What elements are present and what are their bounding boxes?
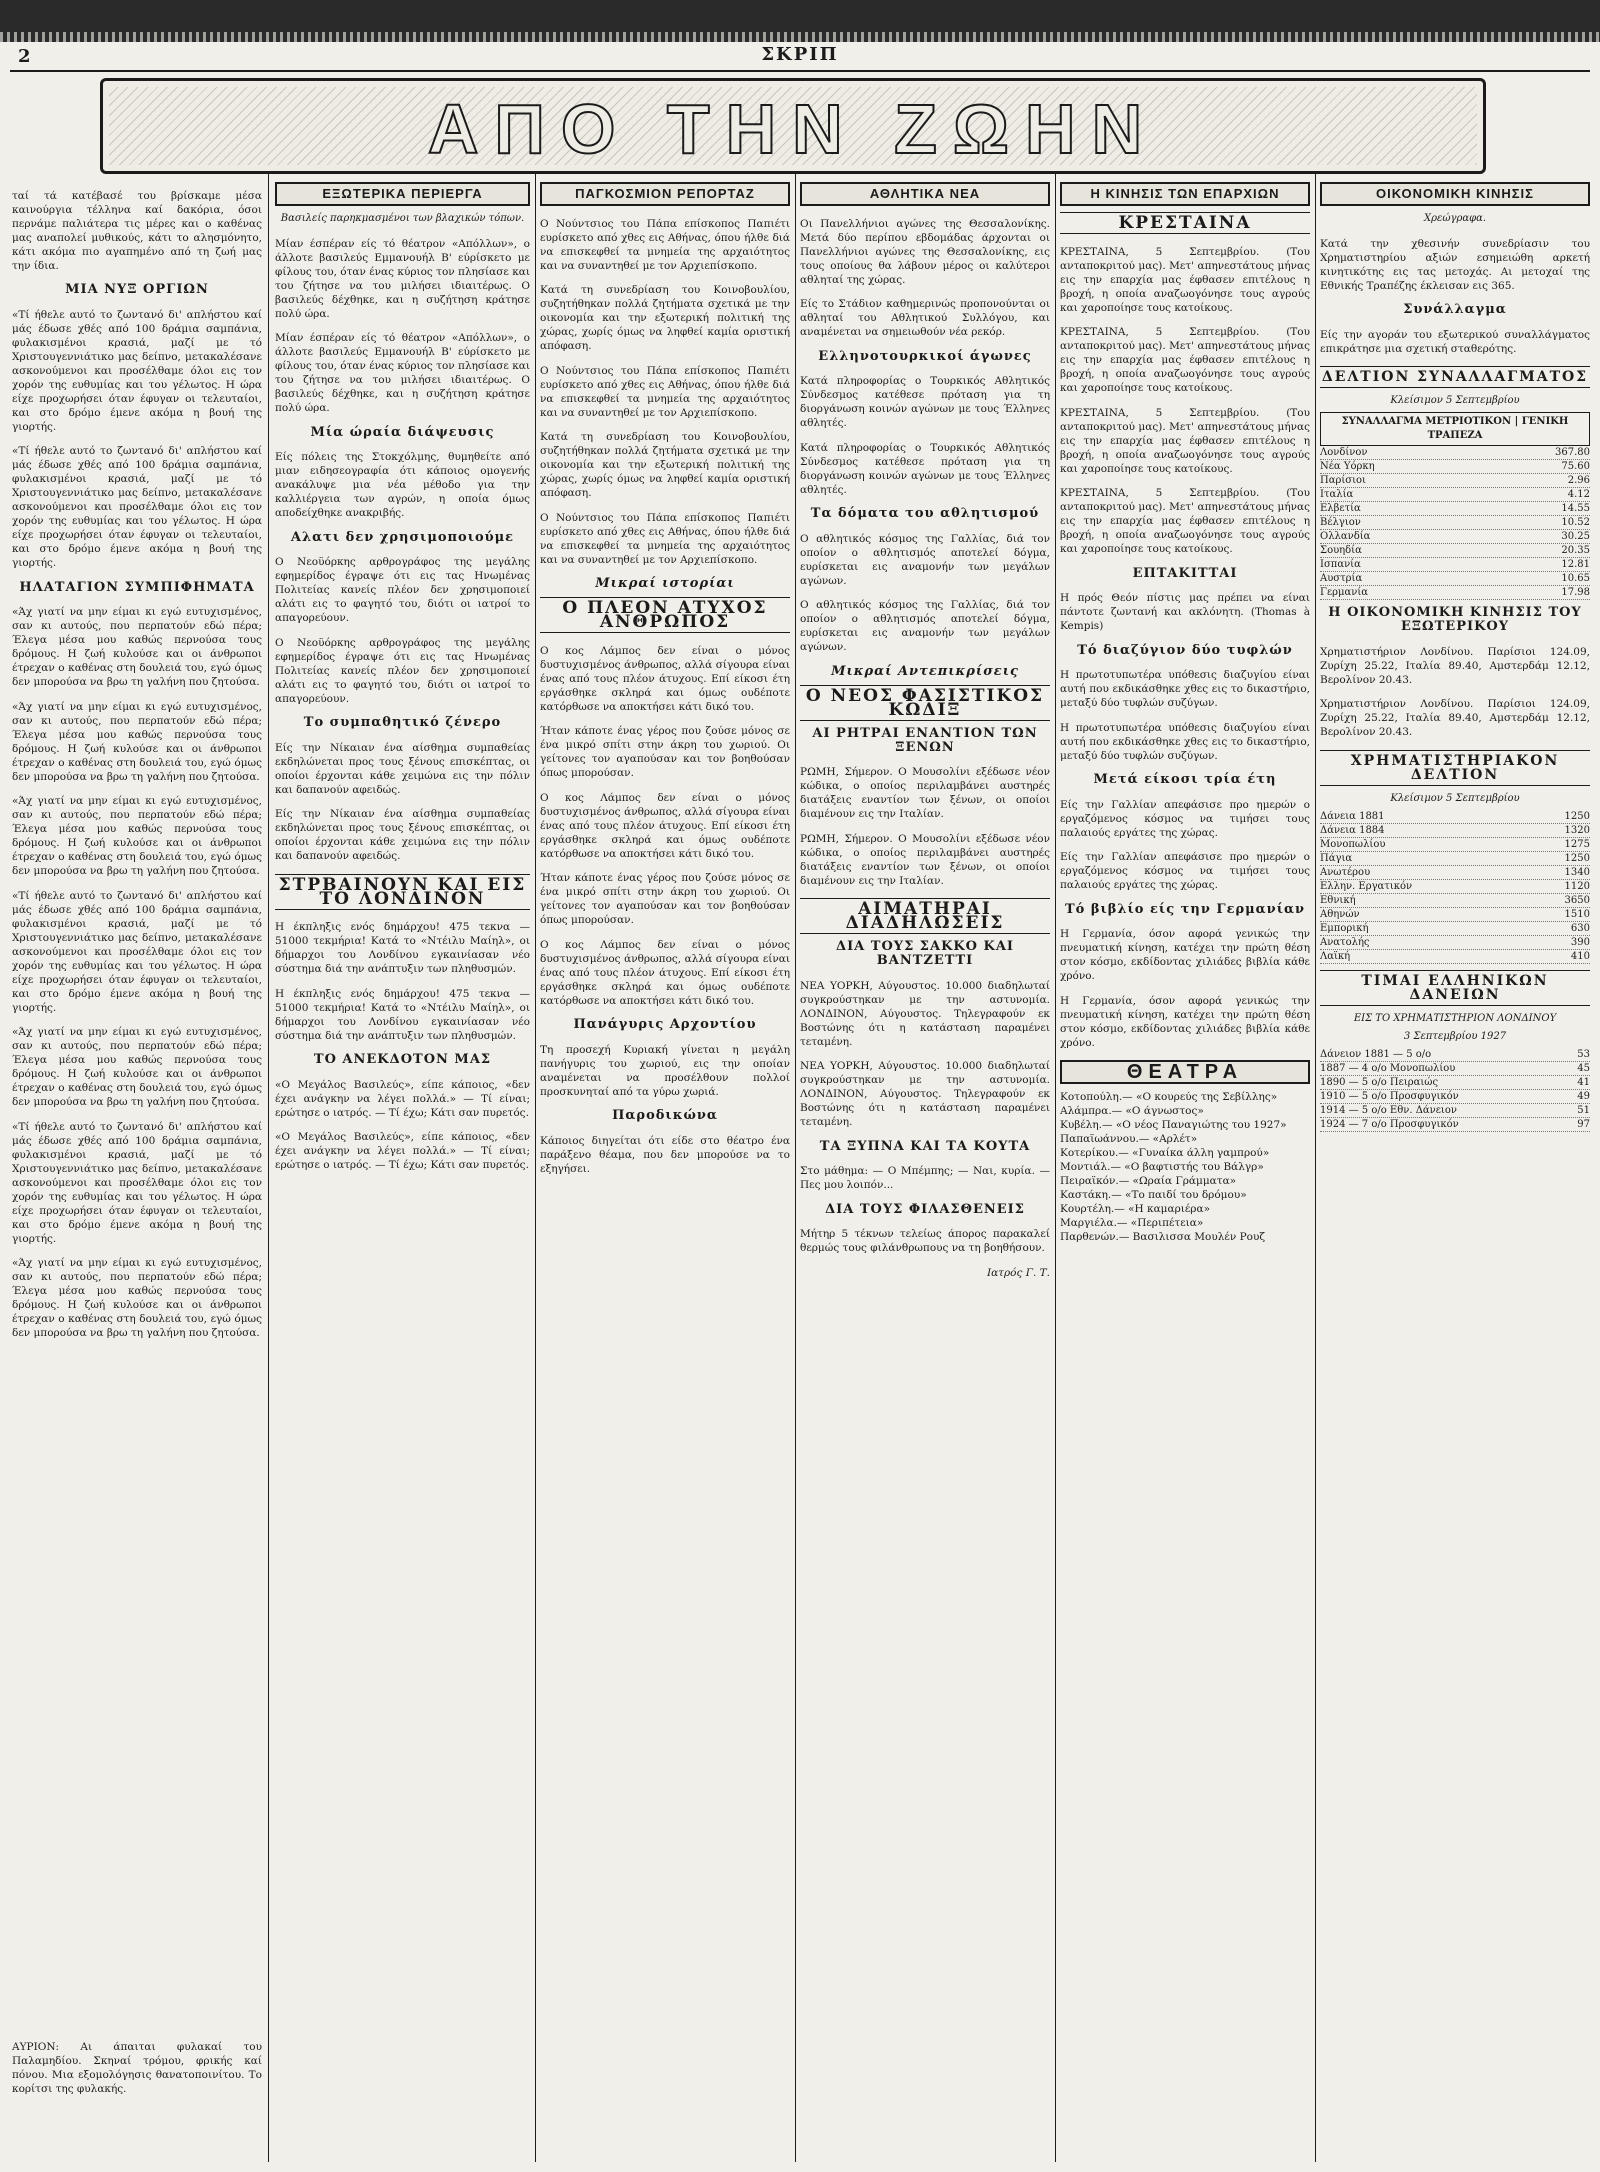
headline: ΧΡΗΜΑΤΙΣΤΗΡΙΑΚΟΝ ΔΕΛΤΙΟΝ (1320, 750, 1590, 786)
table-cell: Αυστρία (1320, 573, 1363, 584)
table-row (1320, 544, 1590, 558)
paragraph: Κατά την χθεσινήν συνεδρίασιν του Χρηματιστηρίου αξιών εσημειώθη αρκετή κινητικότης εις τας μετοχάς. Αι μετοχαί της Εθνικής Τραπέζης έκλεισαν εις 365. (1320, 237, 1590, 292)
signature: Ιατρός Γ. Τ. (986, 1266, 1050, 1279)
paragraph: Ο αθλητικός κόσμος της Γαλλίας, διά τον οποίον ο αθλητισμός αποτελεί δόγμα, ευρίσκεται εις αναμονήν των μεγάλων αγώνων. (800, 599, 1050, 653)
headline: ΤΟ ΑΝΕΚΔΟΤΟΝ ΜΑΣ (313, 1052, 492, 1067)
banner-title: ΑΠΟ ΤΗΝ ΖΩΗΝ (427, 90, 1159, 168)
paragraph: Η πρωτοτυπωτέρα υπόθεσις διαζυγίου είναι αυτή που εκδικάσθηκε χθες εις το δικαστήριο, μεταξύ δύο τυφλών συζύγων. (1060, 721, 1310, 762)
headline: ΑΙΜΑΤΗΡΑΙ ΔΙΑΔΗΛΩΣΕΙΣ (800, 898, 1050, 934)
paragraph: ΚΡΕΣΤΑΙΝΑ, 5 Σεπτεμβρίου. (Του ανταποκριτού μας). Μετ' απηνεστάτους μήνας εις την επαρχία μας έφθασεν επιτέλους η βροχή, η οποία αναζωογόνησε τους αγρούς και χαροποίησε τους κατοίκους. (1060, 406, 1310, 475)
table-cell: 12.81 (1561, 559, 1590, 570)
table-row (1320, 838, 1590, 852)
date-line: 3 Σεπτεμβρίου 1927 (1403, 1030, 1507, 1042)
headline: ΔΙΑ ΤΟΥΣ ΦΙΛΑΣΘΕΝΕΙΣ (825, 1201, 1025, 1217)
table-cell: 1924 — 7 ο/ο Προσφυγικόν (1320, 1118, 1459, 1130)
list-item: Κουρτέλη.— «Η καμαριέρα» (1060, 1203, 1210, 1215)
table-cell: 3650 (1564, 894, 1590, 906)
table-cell: Ιταλία (1320, 489, 1354, 500)
subheading: Κλείσιμον 5 Σεπτεμβρίου (1390, 792, 1520, 804)
paragraph: Είς πόλεις της Στοκχόλμης, θυμηθείτε από μιαν ειδησεογραφία ότι κάποιος ομογενής ανακάλυψε μια νέα μέθοδο για την καλλιέργεια των αγρών, η οποία όμως αποδείχθηκε ανακριβής. (275, 451, 530, 519)
paragraph: ΚΡΕΣΤΑΙΝΑ, 5 Σεπτεμβρίου. (Του ανταποκριτού μας). Μετ' απηνεστάτους μήνας εις την επαρχία μας έφθασεν επιτέλους η βροχή, η οποία αναζωογόνησε τους αγρούς και χαροποίησε τους κατοίκους. (1060, 487, 1310, 555)
table-cell: 10.52 (1561, 517, 1590, 528)
table-cell: Δάνειον 1881 — 5 ο/ο (1320, 1048, 1432, 1060)
list-item: Καστάκη.— «Το παιδί του δρόμου» (1060, 1189, 1247, 1201)
paragraph: Ο Νεοϋόρκης αρθρογράφος της μεγάλης εφημερίδος έγραψε ότι εις τας Ηνωμένας Πολιτείας κανείς πλέον δεν χρησιμοποιεί αλάτι εις το φαγητό του, διότι οι ιατροί το απαγορεύουν. (275, 556, 530, 624)
table-row (1320, 558, 1590, 572)
paragraph: Είς την Νίκαιαν ένα αίσθημα συμπαθείας εκδηλώνεται προς τους ξένους επισκέπτας, οι οποίοι έρχονται κάθε χειμώνα εις την πόλιν και δαπανούν αφειδώς. (275, 741, 530, 796)
headline: Μικραί ιστορίαι (595, 576, 735, 591)
table-row (1320, 852, 1590, 866)
subheading: Βασιλείς παρηκμασμένοι των βλαχικών τόπων. (280, 213, 525, 224)
table-row (1320, 488, 1590, 502)
table-row (1320, 1104, 1590, 1118)
headline: Τό βιβλίο είς την Γερμανίαν (1064, 901, 1306, 917)
table-cell: 1914 — 5 ο/ο Εθν. Δάνειον (1320, 1104, 1457, 1116)
table-cell: Ελλην. Εργατικόν (1320, 880, 1413, 892)
paragraph: ΚΡΕΣΤΑΙΝΑ, 5 Σεπτεμβρίου. (Του ανταποκριτού μας). Μετ' απηνεστάτους μήνας εις την επαρχία μας έφθασεν επιτέλους η βροχή, η οποία αναζωογόνησε τους αγρούς και χαροποίησε τους κατοίκους. (1060, 245, 1310, 314)
table-header-cell: ΓΕΝΙΚΗ ΤΡΑΠΕΖΑ (1427, 416, 1569, 441)
table-header: ΣΥΝΑΛΛΑΓΜΑ ΜΕΤΡΙΟΤΙΚΟΝ | ΓΕΝΙΚΗ ΤΡΑΠΕΖΑ (1320, 412, 1590, 446)
paragraph: Ο κος Λάμπος δεν είναι ο μόνος δυστυχισμένος άνθρωπος, αλλά σίγουρα είναι ένας από τους πλέον άτυχους. Επί είκοσι έτη εργάσθηκε σκληρά και όμως ουδέποτε κατόρθωσε να αποκτήσει κάτι δικό του. (540, 644, 790, 713)
list-item: Κυβέλη.— «Ο νέος Παναγιώτης του 1927» (1060, 1119, 1287, 1131)
table-cell: 1887 — 4 ο/ο Μονοπωλίου (1320, 1062, 1456, 1074)
paragraph: Κατά πληροφορίας ο Τουρκικός Αθλητικός Σύνδεσμος κατέθεσε πρόταση για τη διοργάνωση κοινών αγώνων με τους Έλληνες αθλητές. (800, 375, 1050, 429)
table-cell: 1320 (1564, 824, 1590, 836)
paragraph: Χρηματιστήριον Λονδίνου. Παρίσιοι 124.09, Ζυρίχη 25.22, Ιταλία 89.40, Αμστερδάμ 12.12, Βερολίνον 20.43. (1320, 698, 1590, 738)
top-border (0, 0, 1600, 42)
paragraph: Ο Νούντσιος του Πάπα επίσκοπος Παπιέτι ευρίσκετο από χθες εις Αθήνας, όπου ήλθε διά να επισκεφθεί τα μνημεία της αρχαιότητος και να συναντηθεί με τον Αρχιεπίσκοπο. (540, 217, 790, 272)
table-cell: 1340 (1564, 866, 1590, 878)
list-item: Μοντιάλ.— «Ο βαφτιστής του Βάλγρ» (1060, 1161, 1264, 1173)
table-cell: 410 (1570, 950, 1590, 962)
table-row (1320, 880, 1590, 894)
exchange-table (1320, 446, 1590, 600)
table-cell: 30.25 (1561, 531, 1590, 542)
table-row (1320, 824, 1590, 838)
table-cell: Ολλανδία (1320, 531, 1371, 542)
paragraph: Μίαν έσπέραν είς τό θέατρον «Απόλλων», ο άλλοτε βασιλεύς Εμμανουήλ Β' εύρίσκετο με φίλους του, όταν ένας κύριος τον πλησίασε και του ζήτησε να του μιλήσει ιδιαιτέρως. Ο βασιλεύς δέχθηκε, και η συζήτηση κράτησε πολύ ώρα. (275, 332, 530, 414)
table-cell: 1890 — 5 ο/ο Πειραιώς (1320, 1076, 1439, 1088)
column-separator (535, 172, 536, 2162)
headline: Μετά είκοσι τρία έτη (1093, 772, 1277, 787)
paragraph: ΡΩΜΗ, Σήμερον. Ο Μουσολίνι εξέδωσε νέον κώδικα, ο οποίος περιλαμβάνει αυστηρές διατάξεις εναντίον των ξένων, οι οποίοι διαμένουν εις την Ιταλίαν. (800, 766, 1050, 820)
headline: Ο ΠΛΕΟΝ ΑΤΥΧΟΣ ΑΝΘΡΩΠΟΣ (540, 597, 790, 633)
headline: Τα δόματα του αθλητισμού (810, 506, 1040, 521)
stock-table (1320, 810, 1590, 964)
list-item: Παρθενών.— Βασιλισσα Μουλέν Ρουζ (1060, 1231, 1266, 1243)
table-row (1320, 922, 1590, 936)
headline: Η ΟΙΚΟΝΟΜΙΚΗ ΚΙΝΗΣΙΣ ΤΟΥ ΕΞΩΤΕΡΙΚΟΥ (1328, 605, 1582, 634)
table-cell: Σουηδία (1320, 545, 1362, 556)
masthead: ΣΚΡΙΠ (761, 44, 839, 65)
table-row (1320, 460, 1590, 474)
table-row (1320, 866, 1590, 880)
headline: ΤΑ ΞΥΠΝΑ ΚΑΙ ΤΑ ΚΟΥΤΑ (819, 1138, 1031, 1154)
section-heading: ΑΘΛΗΤΙΚΑ ΝΕΑ (800, 182, 1050, 206)
list-item: Πειραϊκόν.— «Ωραία Γράμματα» (1060, 1175, 1237, 1187)
table-row (1320, 572, 1590, 586)
headline: Πανάγυρις Αρχοντίου (573, 1017, 757, 1032)
table-cell: Βέλγιον (1320, 517, 1361, 528)
list-item: Κοτερίκου.— «Γυναίκα άλλη γαμπρού» (1060, 1147, 1270, 1159)
table-cell: Γερμανία (1320, 587, 1369, 598)
table-row (1320, 502, 1590, 516)
table-row (1320, 936, 1590, 950)
table-cell: Λονδίνον (1320, 447, 1368, 458)
paragraph: Ο κος Λάμπος δεν είναι ο μόνος δυστυχισμένος άνθρωπος, αλλά σίγουρα είναι ένας από τους πλέον άτυχους. Επί είκοσι έτη εργάσθηκε σκληρά και όμως ουδέποτε κατόρθωσε να αποκτήσει κάτι δικό του. (540, 938, 790, 1007)
column-6 (1320, 178, 1590, 2162)
headline: ΔΙΑ ΤΟΥΣ ΣΑΚΚΟ ΚΑΙ ΒΑΝΤΖΕΤΤΙ (836, 939, 1014, 968)
table-cell: Δάνεια 1881 (1320, 810, 1385, 822)
loans-table (1320, 1048, 1590, 1132)
headline: Το συμπαθητικό ζένερο (303, 715, 502, 730)
theater-list (1060, 1090, 1310, 1244)
table-cell: Ανωτέρου (1320, 866, 1371, 878)
paragraph: «Άχ γιατί να μην είμαι κι εγώ ευτυχισμένος, σαν κι αυτούς, που περπατούν εδώ πέρα; Έλεγα μέσα μου καθώς περνούσα τους δρόμους. Η ζωή κυλούσε και οι άνθρωποι έτρεχαν ο καθένας στη δουλειά του, εγώ όμως δεν μπορούσα να βρω τη γαλήνη που ζητούσα. (12, 795, 262, 877)
headline: Παροδικώνα (612, 1108, 718, 1123)
paragraph: Η πρωτοτυπωτέρα υπόθεσις διαζυγίου είναι αυτή που εκδικάσθηκε χθες εις το δικαστήριο, μεταξύ δύο τυφλών συζύγων. (1060, 669, 1310, 709)
table-cell: Ελβετία (1320, 503, 1361, 514)
table-cell: 14.55 (1561, 503, 1590, 514)
paragraph: Η πρός Θεόν πίστις μας πρέπει να είναι πάντοτε ζωντανή και ακλόνητη. (Thomas à Kempis) (1060, 592, 1310, 632)
paragraph: Μίαν έσπέραν είς τό θέατρον «Απόλλων», ο άλλοτε βασιλεύς Εμμανουήλ Β' εύρίσκετο με φίλους του, όταν ένας κύριος τον πλησίασε και του ζήτησε να του μιλήσει ιδιαιτέρως. Ο βασιλεύς δέχθηκε, και η συζήτηση κράτησε πολύ ώρα. (275, 237, 530, 320)
table-row (1320, 530, 1590, 544)
headline: Τό διαζύγιον δύο τυφλών (1077, 642, 1293, 658)
column-2 (275, 178, 530, 2162)
table-row (1320, 908, 1590, 922)
table-row (1320, 446, 1590, 460)
headline: ΜΙΑ ΝΥΞ ΟΡΓΙΩΝ (65, 282, 209, 297)
paragraph: Η Γερμανία, όσον αφορά γενικώς την πνευματική κίνηση, κατέχει την πρώτη θέση στον κόσμο, εκδίδοντας χιλιάδες βιβλία κάθε χρόνο. (1060, 994, 1310, 1049)
table-cell: Πάγια (1320, 852, 1353, 864)
table-cell: 75.60 (1561, 461, 1590, 472)
table-cell: 20.35 (1561, 545, 1590, 556)
table-row (1320, 1076, 1590, 1090)
table-cell: Εθνική (1320, 894, 1356, 906)
section-heading: ΘΕΑΤΡΑ (1060, 1060, 1310, 1084)
table-cell: 367.80 (1555, 447, 1590, 458)
header-rule (10, 70, 1590, 72)
paragraph: ΚΡΕΣΤΑΙΝΑ, 5 Σεπτεμβρίου. (Του ανταποκριτού μας). Μετ' απηνεστάτους μήνας εις την επαρχία μας έφθασεν επιτέλους η βροχή, η οποία αναζωογόνησε τους αγρούς και χαροποίησε τους κατοίκους. (1060, 326, 1310, 394)
paragraph: Η έκπληξις ενός δημάρχου! 475 τεκνα — 51000 τεκμήρια! Κατά το «Ντέιλυ Μαίηλ», οι δήμαρχοι του Λονδίνου εγκαινίασαν νέο σύστημα διά την ανάπτυξιν των πληθυσμών. (275, 987, 530, 1042)
table-cell: 1250 (1564, 852, 1590, 864)
table-cell: 97 (1577, 1118, 1590, 1130)
paragraph: Τη προσεχή Κυριακή γίνεται η μεγάλη πανήγυρις του χωριού, εις την οποίαν αναμένεται να προσέλθουν πολλοί προσκυνηταί από τα γύρω χωριά. (540, 1043, 790, 1098)
table-cell: Αθηνών (1320, 908, 1360, 920)
headline: ΔΕΛΤΙΟΝ ΣΥΝΑΛΛΑΓΜΑΤΟΣ (1320, 366, 1590, 388)
paragraph: Είς την Γαλλίαν απεφάσισε προ ημερών ο εργαζόμενος κόσμος να τιμήσει τους παλαιούς εργάτες της χώρας. (1060, 798, 1310, 839)
table-cell: Λαϊκή (1320, 950, 1351, 962)
paragraph: «Τί ήθελε αυτό το ζωντανό δι' απλήστου καί μάς έδωσε χθές από 100 δράμια σαμπάνια, φυλακισμένοι κρασιά, μαζί με τό Χριστουγεννιάτικο μας δείπνο, μετακαλέσανε ασκονούμενοι και προσέλθαμε όλοι εις τον χορόν της ευθυμίας και του γέλωτος. Η ώρα είχε προχωρήσει όταν έφυγαν οι τελευταίοι, και στο δρόμο έμενε ακόμα η βουή της γιορτής. (12, 1120, 262, 1245)
headline: Μικραί Αντεπικρίσεις (831, 663, 1019, 679)
headline: ΕΠΤΑΚΙΤΤΑΙ (1132, 565, 1238, 581)
paragraph: Κατά τη συνεδρίαση του Κοινοβουλίου, συζητήθηκαν πολλά ζητήματα σχετικά με την οικονομία και την εξωτερική πολιτική της χώρας, χωρίς όμως να ληφθεί καμία οριστική απόφαση. (540, 284, 790, 352)
paragraph: «Ο Μεγάλος Βασιλεύς», είπε κάποιος, «δεν έχει ανάγκην να λέγει πολλά.» — Τί είναι; ερώτησε ο ιατρός. — Τί έχω; Κάτι σαν πυρετός. (275, 1131, 530, 1171)
subheading: ΕΙΣ ΤΟ ΧΡΗΜΑΤΙΣΤΗΡΙΟΝ ΛΟΝΔΙΝΟΥ (1353, 1012, 1557, 1024)
table-row (1320, 1062, 1590, 1076)
table-row (1320, 516, 1590, 530)
list-item: Κοτοπούλη.— «Ο κουρεύς της Σεβίλλης» (1060, 1091, 1278, 1103)
table-row (1320, 474, 1590, 488)
paragraph: Η έκπληξις ενός δημάρχου! 475 τεκνα — 51000 τεκμήρια! Κατά το «Ντέιλυ Μαίηλ», οι δήμαρχοι του Λονδίνου εγκαινίασαν νέο σύστημα διά την ανάπτυξιν των πληθυσμών. (275, 921, 530, 975)
paragraph: «Άχ γιατί να μην είμαι κι εγώ ευτυχισμένος, σαν κι αυτούς, που περπατούν εδώ πέρα; Έλεγα μέσα μου καθώς περνούσα τους δρόμους. Η ζωή κυλούσε και οι άνθρωποι έτρεχαν ο καθένας στη δουλειά του, εγώ όμως δεν μπορούσα να βρω τη γαλήνη που ζητούσα. (12, 606, 262, 688)
page-number: 2 (18, 46, 31, 67)
table-cell: 41 (1577, 1076, 1590, 1088)
section-heading: ΟΙΚΟΝΟΜΙΚΗ ΚΙΝΗΣΙΣ (1320, 182, 1590, 206)
next-issue-note: ΑΥΡΙΟΝ: Αι άπαιται φυλακαί του Παλαμηδίου. Σκηναί τρόμου, φρικής καί πόνου. Μια εξομολόγησις θανατοποινίτου. Το κορίτσι της φυλακής. (12, 2041, 262, 2095)
headline: ΑΙ ΡΗΤΡΑΙ ΕΝΑΝΤΙΟΝ ΤΩΝ ΞΕΝΩΝ (812, 725, 1038, 755)
paragraph: «Τί ήθελε αυτό το ζωντανό δι' απλήστου καί μάς έδωσε χθές από 100 δράμια σαμπάνια, φυλακισμένοι κρασιά, μαζί με τό Χριστουγεννιάτικο μας δείπνο, μετακαλέσανε ασκονούμενοι και προσέλθαμε όλοι εις τον χορόν της ευθυμίας και του γέλωτος. Η ώρα είχε προχωρήσει όταν έφυγαν οι τελευταίοι, και στο δρόμο έμενε ακόμα η βουή της γιορτής. (12, 308, 262, 433)
table-cell: Ισπανία (1320, 559, 1361, 570)
paragraph: Ο Νούντσιος του Πάπα επίσκοπος Παπιέτι ευρίσκετο από χθες εις Αθήνας, όπου ήλθε διά να επισκεφθεί τα μνημεία της αρχαιότητος και να συναντηθεί με τον Αρχιεπίσκοπο. (540, 364, 790, 419)
table-cell: 10.65 (1561, 573, 1590, 584)
column-separator (1055, 172, 1056, 2162)
table-cell: 17.98 (1561, 587, 1590, 598)
table-row (1320, 950, 1590, 964)
table-row (1320, 586, 1590, 600)
section-heading: Η ΚΙΝΗΣΙΣ ΤΩΝ ΕΠΑΡΧΙΩΝ (1060, 182, 1310, 206)
table-cell: Παρίσιοι (1320, 475, 1366, 486)
section-heading: ΕΞΩΤΕΡΙΚΑ ΠΕΡΙΕΡΓΑ (275, 182, 530, 206)
table-row (1320, 1048, 1590, 1062)
paragraph: Ο Νεοϋόρκης αρθρογράφος της μεγάλης εφημερίδος έγραψε ότι εις τας Ηνωμένας Πολιτείας κανείς πλέον δεν χρησιμοποιεί αλάτι εις το φαγητό του, διότι οι ιατροί το απαγορεύουν. (275, 636, 530, 705)
table-cell: 1910 — 5 ο/ο Προσφυγικόν (1320, 1090, 1459, 1102)
paragraph: Χρηματιστήριον Λονδίνου. Παρίσιοι 124.09, Ζυρίχη 25.22, Ιταλία 89.40, Αμστερδάμ 12.12, Βερολίνον 20.43. (1320, 645, 1590, 686)
paragraph: Ήταν κάποτε ένας γέρος που ζούσε μόνος σε ένα μικρό σπίτι στην άκρη του χωριού. Οι γείτονες τον αγαπούσαν και τον βοηθούσαν όπως μπορούσαν. (540, 872, 790, 926)
column-separator (268, 172, 269, 2162)
headline: ΚΡΕΣΤΑΙΝΑ (1060, 212, 1310, 234)
table-row (1320, 1118, 1590, 1132)
paragraph: Ο κος Λάμπος δεν είναι ο μόνος δυστυχισμένος άνθρωπος, αλλά σίγουρα είναι ένας από τους πλέον άτυχους. Επί είκοσι έτη εργάσθηκε σκληρά και όμως ουδέποτε κατόρθωσε να αποκτήσει κάτι δικό του. (540, 791, 790, 860)
table-row (1320, 1090, 1590, 1104)
paragraph: Ο Νούντσιος του Πάπα επίσκοπος Παπιέτι ευρίσκετο από χθες εις Αθήνας, όπου ήλθε διά να επισκεφθεί τα μνημεία της αρχαιότητος και να συναντηθεί με τον Αρχιεπίσκοπο. (540, 511, 790, 566)
headline: ΗΛΑΤΑΓΙΟΝ ΣΥΜΠΙΦΗΜΑΤΑ (19, 579, 255, 595)
column-separator (1315, 172, 1316, 2162)
column-1 (12, 178, 262, 2162)
paragraph: ΝΕΑ ΥΟΡΚΗ, Αύγουστος. 10.000 διαδηλωταί συγκρούστηκαν με την αστυνομία. ΛΟΝΔΙΝΟΝ, Αύγουστος. Τηλεγραφούν εκ Βοστώνης ότι η κατάσταση παραμένει τεταμένη. (800, 979, 1050, 1048)
paragraph: Οι Πανελλήνιοι αγώνες της Θεσσαλονίκης. Μετά δύο περίπου εβδομάδας άρχονται οι Πανελλήνιοι αγώνες της Θεσσαλονίκης, εις τους οποίους θα λάβουν μέρος οι καλύτεροι αθληταί της χώρας. (800, 217, 1050, 286)
table-cell: 1275 (1564, 838, 1590, 850)
subheading: Κλείσιμον 5 Σεπτεμβρίου (1390, 395, 1520, 406)
table-cell: Εμπορική (1320, 922, 1369, 934)
section-banner (100, 78, 1486, 174)
table-cell: 53 (1577, 1048, 1590, 1060)
headline: Αλατι δεν χρησιμοποιούμε (290, 529, 515, 545)
paragraph: «Άχ γιατί να μην είμαι κι εγώ ευτυχισμένος, σαν κι αυτούς, που περπατούν εδώ πέρα; Έλεγα μέσα μου καθώς περνούσα τους δρόμους. Η ζωή κυλούσε και οι άνθρωποι έτρεχαν ο καθένας στη δουλειά του, εγώ όμως δεν μπορούσα να βρω τη γαλήνη που ζητούσα. (12, 1026, 262, 1108)
paragraph: Μήτηρ 5 τέκνων τελείως άπορος παρακαλεί θερμώς τους φιλάνθρωπους να τη βοηθήσουν. (800, 1228, 1050, 1254)
column-5 (1060, 178, 1310, 2162)
section-heading: ΠΑΓΚΟΣΜΙΟΝ ΡΕΠΟΡΤΑΖ (540, 182, 790, 206)
list-item: Μαργιέλα.— «Περιπέτεια» (1060, 1217, 1204, 1229)
paragraph: Είς την Νίκαιαν ένα αίσθημα συμπαθείας εκδηλώνεται προς τους ξένους επισκέπτας, οι οποίοι έρχονται κάθε χειμώνα εις την πόλιν και δαπανούν αφειδώς. (275, 808, 530, 862)
page-header (0, 42, 1600, 68)
headline: ΤΙΜΑΙ ΕΛΛΗΝΙΚΩΝ ΔΑΝΕΙΩΝ (1320, 970, 1590, 1006)
headline: Ο ΝΕΟΣ ΦΑΣΙΣΤΙΚΟΣ ΚΩΔΙΞ (800, 685, 1050, 721)
paragraph: Στο μάθημα: — Ο Μπέμπης; — Ναι, κυρία. — Πες μου λοιπόν... (800, 1165, 1050, 1191)
column-4 (800, 178, 1050, 2162)
table-cell: 390 (1570, 936, 1590, 948)
table-cell: Νέα Υόρκη (1320, 461, 1375, 472)
table-row (1320, 894, 1590, 908)
list-item: Παπαϊωάννου.— «Αρλέτ» (1060, 1133, 1198, 1145)
table-cell: Μονοπωλίου (1320, 838, 1386, 850)
paragraph: «Ο Μεγάλος Βασιλεύς», είπε κάποιος, «δεν έχει ανάγκην να λέγει πολλά.» — Τί είναι; ερώτησε ο ιατρός. — Τί έχω; Κάτι σαν πυρετός. (275, 1078, 530, 1119)
paragraph: Είς την αγοράν του εξωτερικού συναλλάγματος επικράτησε μια σχετική σταθερότης. (1320, 328, 1590, 355)
paragraph: Κατά τη συνεδρίαση του Κοινοβουλίου, συζητήθηκαν πολλά ζητήματα σχετικά με την οικονομία και την εξωτερική πολιτική της χώρας, χωρίς όμως να ληφθεί καμία οριστική απόφαση. (540, 431, 790, 499)
paragraph: ταί τά κατέβασέ του βρίσκαμε μέσα καινούργια τέλληνα καί δακόρια, όσοι περνάμε παλιάτερα τις μέρες και ο καθένας μας αναπολεί μυθικούς, κάτι το αλησμόνητο, κάτι ακόμα πιο αγαπημένο από τη ζωή μας την ίδια. (12, 189, 262, 272)
paragraph: Κατά πληροφορίας ο Τουρκικός Αθλητικός Σύνδεσμος κατέθεσε πρόταση για τη διοργάνωση κοινών αγώνων με τους Έλληνες αθλητές. (800, 441, 1050, 496)
paragraph: ΝΕΑ ΥΟΡΚΗ, Αύγουστος. 10.000 διαδηλωταί συγκρούστηκαν με την αστυνομία. ΛΟΝΔΙΝΟΝ, Αύγουστος. Τηλεγραφούν εκ Βοστώνης ότι η κατάσταση παραμένει τεταμένη. (800, 1060, 1050, 1128)
table-cell: 45 (1577, 1062, 1590, 1074)
table-cell: Δάνεια 1884 (1320, 824, 1385, 836)
table-cell: 1250 (1564, 810, 1590, 822)
table-cell: 1510 (1564, 908, 1590, 920)
paragraph: Ήταν κάποτε ένας γέρος που ζούσε μόνος σε ένα μικρό σπίτι στην άκρη του χωριού. Οι γείτονες τον αγαπούσαν και τον βοηθούσαν όπως μπορούσαν. (540, 725, 790, 779)
paragraph: Είς το Στάδιον καθημερινώς προπονούνται οι αθληταί του Αθλητικού Συλλόγου, και αναμένεται να σημειωθούν νέα ρεκόρ. (800, 298, 1050, 338)
paragraph: «Τί ήθελε αυτό το ζωντανό δι' απλήστου καί μάς έδωσε χθές από 100 δράμια σαμπάνια, φυλακισμένοι κρασιά, μαζί με τό Χριστουγεννιάτικο μας δείπνο, μετακαλέσανε ασκονούμενοι και προσέλθαμε όλοι εις τον χορόν της ευθυμίας και του γέλωτος. Η ώρα είχε προχωρήσει όταν έφυγαν οι τελευταίοι, και στο δρόμο έμενε ακόμα η βουή της γιορτής. (12, 445, 262, 569)
headline: Συνάλλαγμα (1403, 302, 1507, 317)
paragraph: Η Γερμανία, όσον αφορά γενικώς την πνευματική κίνηση, κατέχει την πρώτη θέση στον κόσμο, εκδίδοντας χιλιάδες βιβλία κάθε χρόνο. (1060, 928, 1310, 982)
headline: Μία ώραία διάψευσις (310, 424, 495, 440)
table-cell: 2.96 (1567, 475, 1590, 486)
paragraph: «Άχ γιατί να μην είμαι κι εγώ ευτυχισμένος, σαν κι αυτούς, που περπατούν εδώ πέρα; Έλεγα μέσα μου καθώς περνούσα τους δρόμους. Η ζωή κυλούσε και οι άνθρωποι έτρεχαν ο καθένας στη δουλειά του, εγώ όμως δεν μπορούσα να βρω τη γαλήνη που ζητούσα. (12, 1257, 262, 1339)
subheading: Χρεώγραφα. (1423, 213, 1487, 224)
paragraph: Κάποιος διηγείται ότι είδε στο θέατρο ένα παράξενο θέαμα, που δεν μπορούσε να το εξηγήσει. (540, 1134, 790, 1175)
table-row (1320, 810, 1590, 824)
paragraph: «Άχ γιατί να μην είμαι κι εγώ ευτυχισμένος, σαν κι αυτούς, που περπατούν εδώ πέρα; Έλεγα μέσα μου καθώς περνούσα τους δρόμους. Η ζωή κυλούσε και οι άνθρωποι έτρεχαν ο καθένας στη δουλειά του, εγώ όμως δεν μπορούσα να βρω τη γαλήνη που ζητούσα. (12, 700, 262, 783)
table-cell: 1120 (1564, 880, 1590, 892)
table-cell: 4.12 (1567, 489, 1590, 500)
table-cell: 51 (1577, 1104, 1590, 1116)
paragraph: Ο αθλητικός κόσμος της Γαλλίας, διά τον οποίον ο αθλητισμός αποτελεί δόγμα, ευρίσκεται εις αναμονήν των μεγάλων αγώνων. (800, 532, 1050, 587)
headline: ΣΤΡΒΑΙΝΟΥΝ ΚΑΙ ΕΙΣ ΤΟ ΛΟΝΔΙΝΟΝ (275, 874, 530, 910)
column-3 (540, 178, 790, 2162)
paragraph: Είς την Γαλλίαν απεφάσισε προ ημερών ο εργαζόμενος κόσμος να τιμήσει τους παλαιούς εργάτες της χώρας. (1060, 851, 1310, 891)
table-cell: 630 (1570, 922, 1590, 934)
column-separator (795, 172, 796, 2162)
paragraph: ΡΩΜΗ, Σήμερον. Ο Μουσολίνι εξέδωσε νέον κώδικα, ο οποίος περιλαμβάνει αυστηρές διατάξεις εναντίον των ξένων, οι οποίοι διαμένουν εις την Ιταλίαν. (800, 832, 1050, 887)
table-cell: Ανατολής (1320, 936, 1370, 948)
table-header-cell: ΣΥΝΑΛΛΑΓΜΑ ΜΕΤΡΙΟΤΙΚΟΝ (1341, 416, 1512, 427)
list-item: Αλάμπρα.— «Ο άγνωστος» (1060, 1105, 1204, 1117)
paragraph: «Τί ήθελε αυτό το ζωντανό δι' απλήστου καί μάς έδωσε χθές από 100 δράμια σαμπάνια, φυλακισμένοι κρασιά, μαζί με τό Χριστουγεννιάτικο μας δείπνο, μετακαλέσανε ασκονούμενοι και προσέλθαμε όλοι εις τον χορόν της ευθυμίας και του γέλωτος. Η ώρα είχε προχωρήσει όταν έφυγαν οι τελευταίοι, και στο δρόμο έμενε ακόμα η βουή της γιορτής. (12, 889, 262, 1014)
table-cell: 49 (1577, 1090, 1590, 1102)
headline: Ελληνοτουρκικοί άγωνες (818, 348, 1032, 364)
